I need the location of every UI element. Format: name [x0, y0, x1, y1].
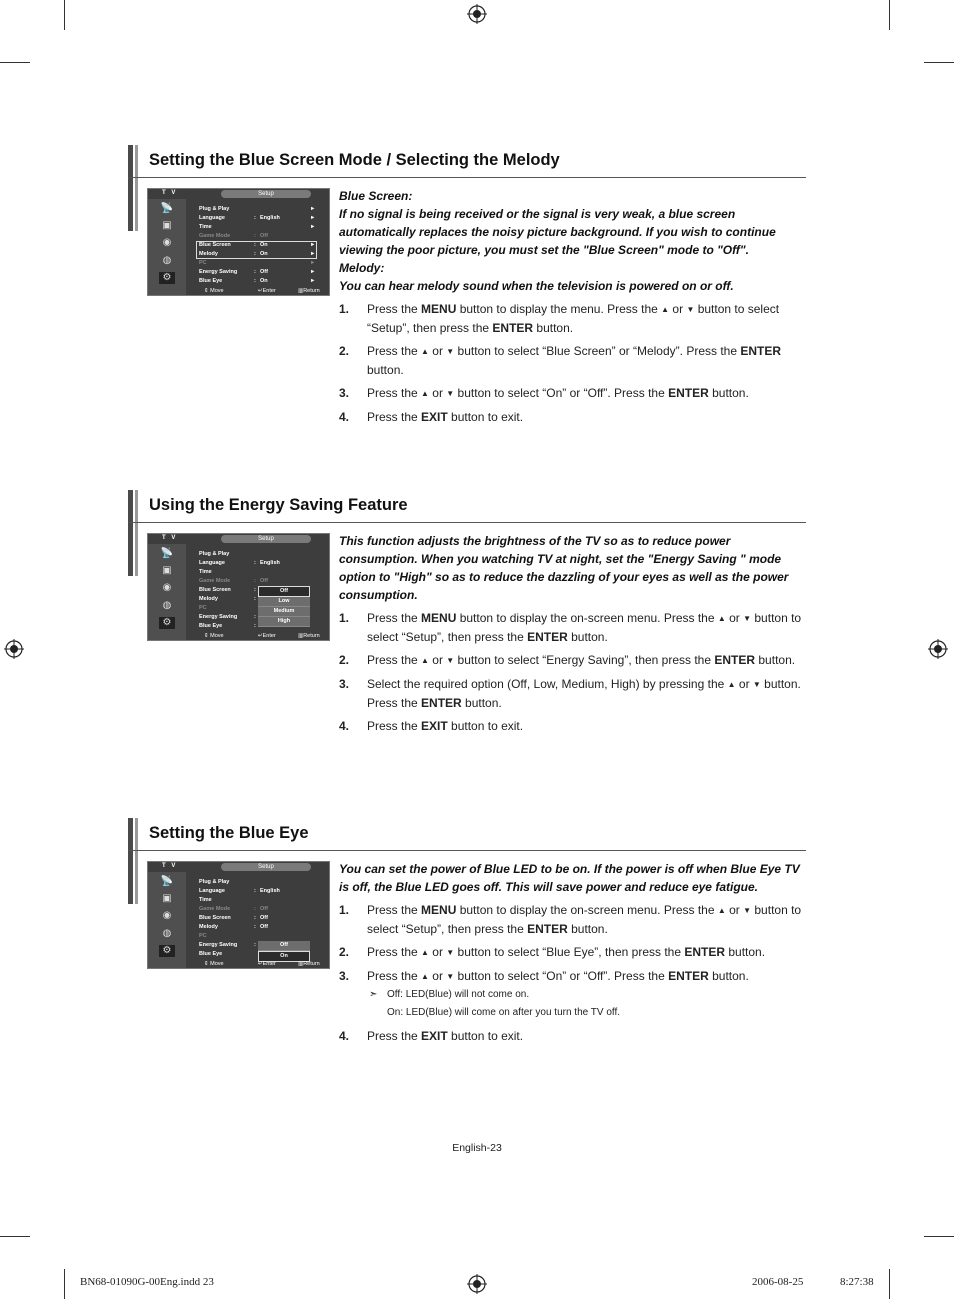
- section-header: [128, 818, 806, 851]
- osd-row-value: Off: [260, 578, 268, 584]
- section-title: Setting the Blue Eye: [149, 824, 309, 842]
- note-line: [339, 1004, 809, 1022]
- osd-right-arrow-icon: ►: [310, 260, 316, 266]
- note-line: [339, 986, 809, 1004]
- down-arrow-icon: ▼: [446, 948, 455, 957]
- section-energy-saving: [128, 490, 806, 523]
- step-item: [339, 967, 809, 986]
- osd-row-colon: :: [254, 560, 256, 566]
- step-item: [339, 651, 809, 670]
- osd-return-hint: ▥Return: [298, 961, 320, 967]
- osd-row-label: Language: [199, 888, 225, 894]
- osd-option-item: On: [258, 951, 310, 962]
- osd-menu-row: [199, 577, 319, 586]
- slug-date: 2006-08-25: [752, 1276, 804, 1288]
- osd-row-value: Off: [260, 233, 268, 239]
- osd-row-label: Blue Screen: [199, 587, 231, 593]
- osd-option-popup: [258, 586, 310, 627]
- antenna-icon: 📡: [160, 548, 174, 559]
- step-number: 2.: [339, 344, 350, 358]
- osd-option-item: High: [258, 617, 310, 627]
- osd-menu-screenshot: [147, 533, 330, 641]
- channel-icon: ◍: [162, 600, 172, 611]
- osd-button-guide: [188, 632, 328, 640]
- page-number: English-23: [452, 1142, 502, 1154]
- step-number: 4.: [339, 1029, 350, 1043]
- step-number: 3.: [339, 386, 350, 400]
- osd-row-value: Off: [260, 906, 268, 912]
- up-arrow-icon: ▲: [421, 389, 429, 398]
- osd-return-hint: ▥Return: [298, 633, 320, 639]
- osd-menu-row: [199, 223, 319, 232]
- step-text: Press the EXIT button to exit.: [367, 410, 524, 424]
- step-item: [339, 300, 809, 337]
- registration-mark-icon: [467, 1274, 487, 1294]
- step-text: Press the ▲ or ▼ button to select “Blue Eye”, then press the ENTER button.: [367, 945, 766, 959]
- down-arrow-icon: ▼: [743, 614, 752, 623]
- osd-row-label: Plug & Play: [199, 206, 230, 212]
- step-item: [339, 901, 809, 938]
- osd-row-label: Blue Eye: [199, 278, 223, 284]
- steps-list: [339, 609, 809, 735]
- osd-menu-row: [199, 214, 319, 223]
- intro-heading: Blue Screen:: [339, 189, 413, 203]
- osd-row-colon: :: [254, 233, 256, 239]
- osd-move-hint: ⇕ Move: [204, 633, 224, 639]
- up-arrow-icon: ▲: [661, 305, 670, 314]
- osd-row-colon: :: [254, 623, 256, 629]
- osd-menu-row: [199, 277, 319, 286]
- osd-row-label: Game Mode: [199, 233, 231, 239]
- osd-enter-hint: ↵Enter: [258, 633, 276, 639]
- section-body: [339, 187, 809, 426]
- osd-tv-label: T V: [162, 190, 178, 196]
- up-arrow-icon: ▲: [717, 906, 726, 915]
- up-arrow-icon: ▲: [421, 948, 429, 957]
- up-arrow-icon: ▲: [421, 972, 429, 981]
- osd-row-value: English: [260, 215, 280, 221]
- picture-icon: ▣: [162, 893, 172, 904]
- osd-row-colon: :: [254, 578, 256, 584]
- step-text: Press the ▲ or ▼ button to select “On” or “Off”. Press the ENTER button.: [367, 969, 749, 983]
- osd-row-value: English: [260, 888, 280, 894]
- intro-heading: Melody:: [339, 261, 385, 275]
- step-item: [339, 342, 809, 379]
- osd-button-guide: [188, 960, 328, 968]
- crop-mark: [889, 1269, 890, 1299]
- osd-row-colon: :: [254, 587, 256, 593]
- osd-row-label: Game Mode: [199, 906, 231, 912]
- osd-enter-hint: ↵Enter: [258, 961, 276, 967]
- channel-icon: ◍: [162, 928, 172, 939]
- osd-right-arrow-icon: ►: [310, 215, 316, 221]
- osd-row-label: Blue Screen: [199, 242, 231, 248]
- note-text: On: LED(Blue) will come on after you turn the TV off.: [387, 1007, 621, 1018]
- step-number: 1.: [339, 611, 350, 625]
- registration-mark-icon: [4, 639, 24, 659]
- setup-icon: ⚙: [159, 617, 175, 629]
- osd-row-colon: :: [254, 278, 256, 284]
- osd-row-label: Language: [199, 215, 225, 221]
- osd-menu-row: [199, 887, 319, 896]
- up-arrow-icon: ▲: [717, 614, 726, 623]
- note-text: Off: LED(Blue) will not come on.: [387, 989, 530, 1000]
- down-arrow-icon: ▼: [446, 389, 455, 398]
- down-arrow-icon: ▼: [446, 972, 455, 981]
- osd-row-label: Time: [199, 224, 212, 230]
- crop-mark: [889, 0, 890, 30]
- osd-menu-row: [199, 259, 319, 268]
- section-title: Using the Energy Saving Feature: [149, 496, 408, 514]
- slug-time: 8:27:38: [840, 1276, 874, 1288]
- crop-mark: [924, 62, 954, 63]
- osd-row-label: Time: [199, 569, 212, 575]
- osd-right-arrow-icon: ►: [310, 269, 316, 275]
- osd-right-arrow-icon: ►: [310, 242, 316, 248]
- osd-menu-row: [199, 559, 319, 568]
- osd-return-hint: ▥Return: [298, 288, 320, 294]
- osd-row-label: Energy Saving: [199, 942, 238, 948]
- step-number: 1.: [339, 903, 350, 917]
- up-arrow-icon: ▲: [727, 680, 736, 689]
- antenna-icon: 📡: [160, 876, 174, 887]
- osd-right-arrow-icon: ►: [310, 224, 316, 230]
- osd-move-hint: ⇕ Move: [204, 288, 224, 294]
- osd-option-item: Low: [258, 597, 310, 607]
- picture-icon: ▣: [162, 565, 172, 576]
- osd-row-colon: :: [254, 269, 256, 275]
- step-item: [339, 1027, 809, 1045]
- step-text: Press the MENU button to display the on-screen menu. Press the ▲ or ▼ button to select “Setup”, then press the ENTER button.: [367, 903, 802, 936]
- osd-menu-row: [199, 232, 319, 241]
- channel-icon: ◍: [162, 255, 172, 266]
- osd-row-value: On: [260, 251, 268, 257]
- osd-row-label: Melody: [199, 596, 218, 602]
- down-arrow-icon: ▼: [743, 906, 752, 915]
- step-number: 4.: [339, 719, 350, 733]
- osd-row-colon: :: [254, 215, 256, 221]
- osd-selection-highlight: [196, 241, 317, 259]
- crop-mark: [0, 62, 30, 63]
- osd-menu-row: [199, 923, 319, 932]
- osd-menu-row: [199, 568, 319, 577]
- step-number: 3.: [339, 969, 350, 983]
- step-number: 2.: [339, 945, 350, 959]
- sound-icon: ◉: [162, 910, 172, 921]
- osd-right-arrow-icon: ►: [310, 206, 316, 212]
- up-arrow-icon: ▲: [421, 347, 429, 356]
- registration-mark-icon: [928, 639, 948, 659]
- section-header: [128, 490, 806, 523]
- section-body: [339, 532, 809, 735]
- step-item: [339, 943, 809, 962]
- osd-row-label: Blue Screen: [199, 915, 231, 921]
- registration-mark-icon: [467, 4, 487, 24]
- step-text: Press the MENU button to display the menu. Press the ▲ or ▼ button to select “Setup”, then press the ENTER button.: [367, 302, 780, 335]
- section-blue-screen-melody: [128, 145, 806, 178]
- osd-row-label: Melody: [199, 251, 218, 257]
- osd-menu-row: [199, 905, 319, 914]
- osd-move-hint: ⇕ Move: [204, 961, 224, 967]
- slug-file: BN68-01090G-00Eng.indd 23: [80, 1276, 214, 1288]
- osd-row-label: Game Mode: [199, 578, 231, 584]
- osd-row-label: Blue Eye: [199, 623, 223, 629]
- osd-row-colon: :: [254, 596, 256, 602]
- osd-row-colon: :: [254, 915, 256, 921]
- setup-icon: ⚙: [159, 945, 175, 957]
- steps-list: [339, 300, 809, 426]
- step-number: 1.: [339, 302, 350, 316]
- osd-row-value: On: [260, 242, 268, 248]
- sound-icon: ◉: [162, 582, 172, 593]
- osd-row-label: Plug & Play: [199, 551, 230, 557]
- osd-menu-row: [199, 268, 319, 277]
- step-item: [339, 384, 809, 403]
- osd-tab-setup: Setup: [221, 190, 311, 198]
- step-item: [339, 408, 809, 426]
- osd-row-label: Time: [199, 897, 212, 903]
- osd-row-colon: :: [254, 924, 256, 930]
- step-text: Press the ▲ or ▼ button to select “Blue Screen” or “Melody”. Press the ENTER button.: [367, 344, 782, 377]
- osd-row-colon: :: [254, 242, 256, 248]
- step-text: Press the EXIT button to exit.: [367, 719, 524, 733]
- step-text: Press the ▲ or ▼ button to select “Energy Saving”, then press the ENTER button.: [367, 653, 796, 667]
- crop-mark: [924, 1236, 954, 1237]
- intro-text: If no signal is being received or the signal is very weak, a blue screen automatically replaces the noisy picture background. If you wish to continue viewing the poor picture, you must set the "Blue Screen" mode to "Off".: [339, 207, 776, 257]
- step-text: Press the MENU button to display the on-screen menu. Press the ▲ or ▼ button to select “Setup”, then press the ENTER button.: [367, 611, 802, 644]
- osd-button-guide: [188, 287, 328, 295]
- step-number: 4.: [339, 410, 350, 424]
- osd-row-label: PC: [199, 933, 207, 939]
- osd-menu-screenshot: [147, 188, 330, 296]
- osd-row-value: Off: [260, 269, 268, 275]
- intro-text: You can hear melody sound when the television is powered on or off.: [339, 279, 734, 293]
- osd-tv-label: T V: [162, 535, 178, 541]
- step-item: [339, 609, 809, 646]
- osd-option-item: Off: [258, 586, 310, 597]
- osd-row-label: Plug & Play: [199, 879, 230, 885]
- osd-option-popup: [258, 941, 310, 962]
- osd-right-arrow-icon: ►: [310, 278, 316, 284]
- step-text: Select the required option (Off, Low, Medium, High) by pressing the ▲ or ▼ button. Press the ENTER button.: [367, 677, 801, 710]
- up-arrow-icon: ▲: [421, 656, 429, 665]
- osd-menu-row: [199, 550, 319, 559]
- osd-menu-row: [199, 205, 319, 214]
- crop-mark: [64, 0, 65, 30]
- osd-menu-row: [199, 914, 319, 923]
- osd-option-item: Medium: [258, 607, 310, 617]
- osd-row-value: English: [260, 560, 280, 566]
- intro-text: This function adjusts the brightness of the TV so as to reduce power consumption. When you watching TV at night, set the "Energy Saving " mode option to "High" so as to reduce the dazzling of your eyes as well as the power consumption.: [339, 534, 789, 602]
- down-arrow-icon: ▼: [446, 347, 455, 356]
- osd-row-label: Energy Saving: [199, 614, 238, 620]
- osd-row-colon: :: [254, 942, 256, 948]
- step-text: Press the ▲ or ▼ button to select “On” or “Off”. Press the ENTER button.: [367, 386, 749, 400]
- osd-tv-label: T V: [162, 863, 178, 869]
- osd-row-label: Energy Saving: [199, 269, 238, 275]
- sound-icon: ◉: [162, 237, 172, 248]
- osd-row-value: Off: [260, 915, 268, 921]
- osd-enter-hint: ↵Enter: [258, 288, 276, 294]
- osd-right-arrow-icon: ►: [310, 251, 316, 257]
- step-item: [339, 717, 809, 735]
- step-number: 3.: [339, 677, 350, 691]
- crop-mark: [0, 1236, 30, 1237]
- crop-mark: [64, 1269, 65, 1299]
- osd-menu-screenshot: [147, 861, 330, 969]
- osd-menu-row: [199, 878, 319, 887]
- osd-option-item: Off: [258, 941, 310, 951]
- osd-row-value: On: [260, 278, 268, 284]
- osd-row-label: PC: [199, 260, 207, 266]
- step-text: Press the EXIT button to exit.: [367, 1029, 524, 1043]
- picture-icon: ▣: [162, 220, 172, 231]
- intro-text: You can set the power of Blue LED to be on. If the power is off when Blue Eye TV is off, the Blue LED goes off. This will save power and reduce eye fatigue.: [339, 862, 800, 894]
- osd-row-colon: :: [254, 251, 256, 257]
- osd-menu-row: [199, 896, 319, 905]
- osd-row-label: Language: [199, 560, 225, 566]
- steps-list: [339, 901, 809, 1045]
- section-blue-eye: [128, 818, 806, 851]
- step-number: 2.: [339, 653, 350, 667]
- step-item: [339, 675, 809, 712]
- osd-row-value: Off: [260, 924, 268, 930]
- section-body: [339, 860, 809, 1045]
- note-block: [339, 986, 809, 1022]
- osd-row-label: Melody: [199, 924, 218, 930]
- down-arrow-icon: ▼: [446, 656, 455, 665]
- osd-menu-row: [199, 932, 319, 941]
- osd-row-colon: :: [254, 888, 256, 894]
- osd-row-colon: :: [254, 614, 256, 620]
- setup-icon: ⚙: [159, 272, 175, 284]
- note-arrow-icon: ➣: [369, 989, 378, 1000]
- osd-tab-setup: Setup: [221, 535, 311, 543]
- osd-row-label: PC: [199, 605, 207, 611]
- osd-row-colon: :: [254, 906, 256, 912]
- osd-tab-setup: Setup: [221, 863, 311, 871]
- section-header: [128, 145, 806, 178]
- down-arrow-icon: ▼: [686, 305, 695, 314]
- antenna-icon: 📡: [160, 203, 174, 214]
- osd-row-label: Blue Eye: [199, 951, 223, 957]
- down-arrow-icon: ▼: [752, 680, 761, 689]
- section-title: Setting the Blue Screen Mode / Selecting the Melody: [149, 151, 560, 169]
